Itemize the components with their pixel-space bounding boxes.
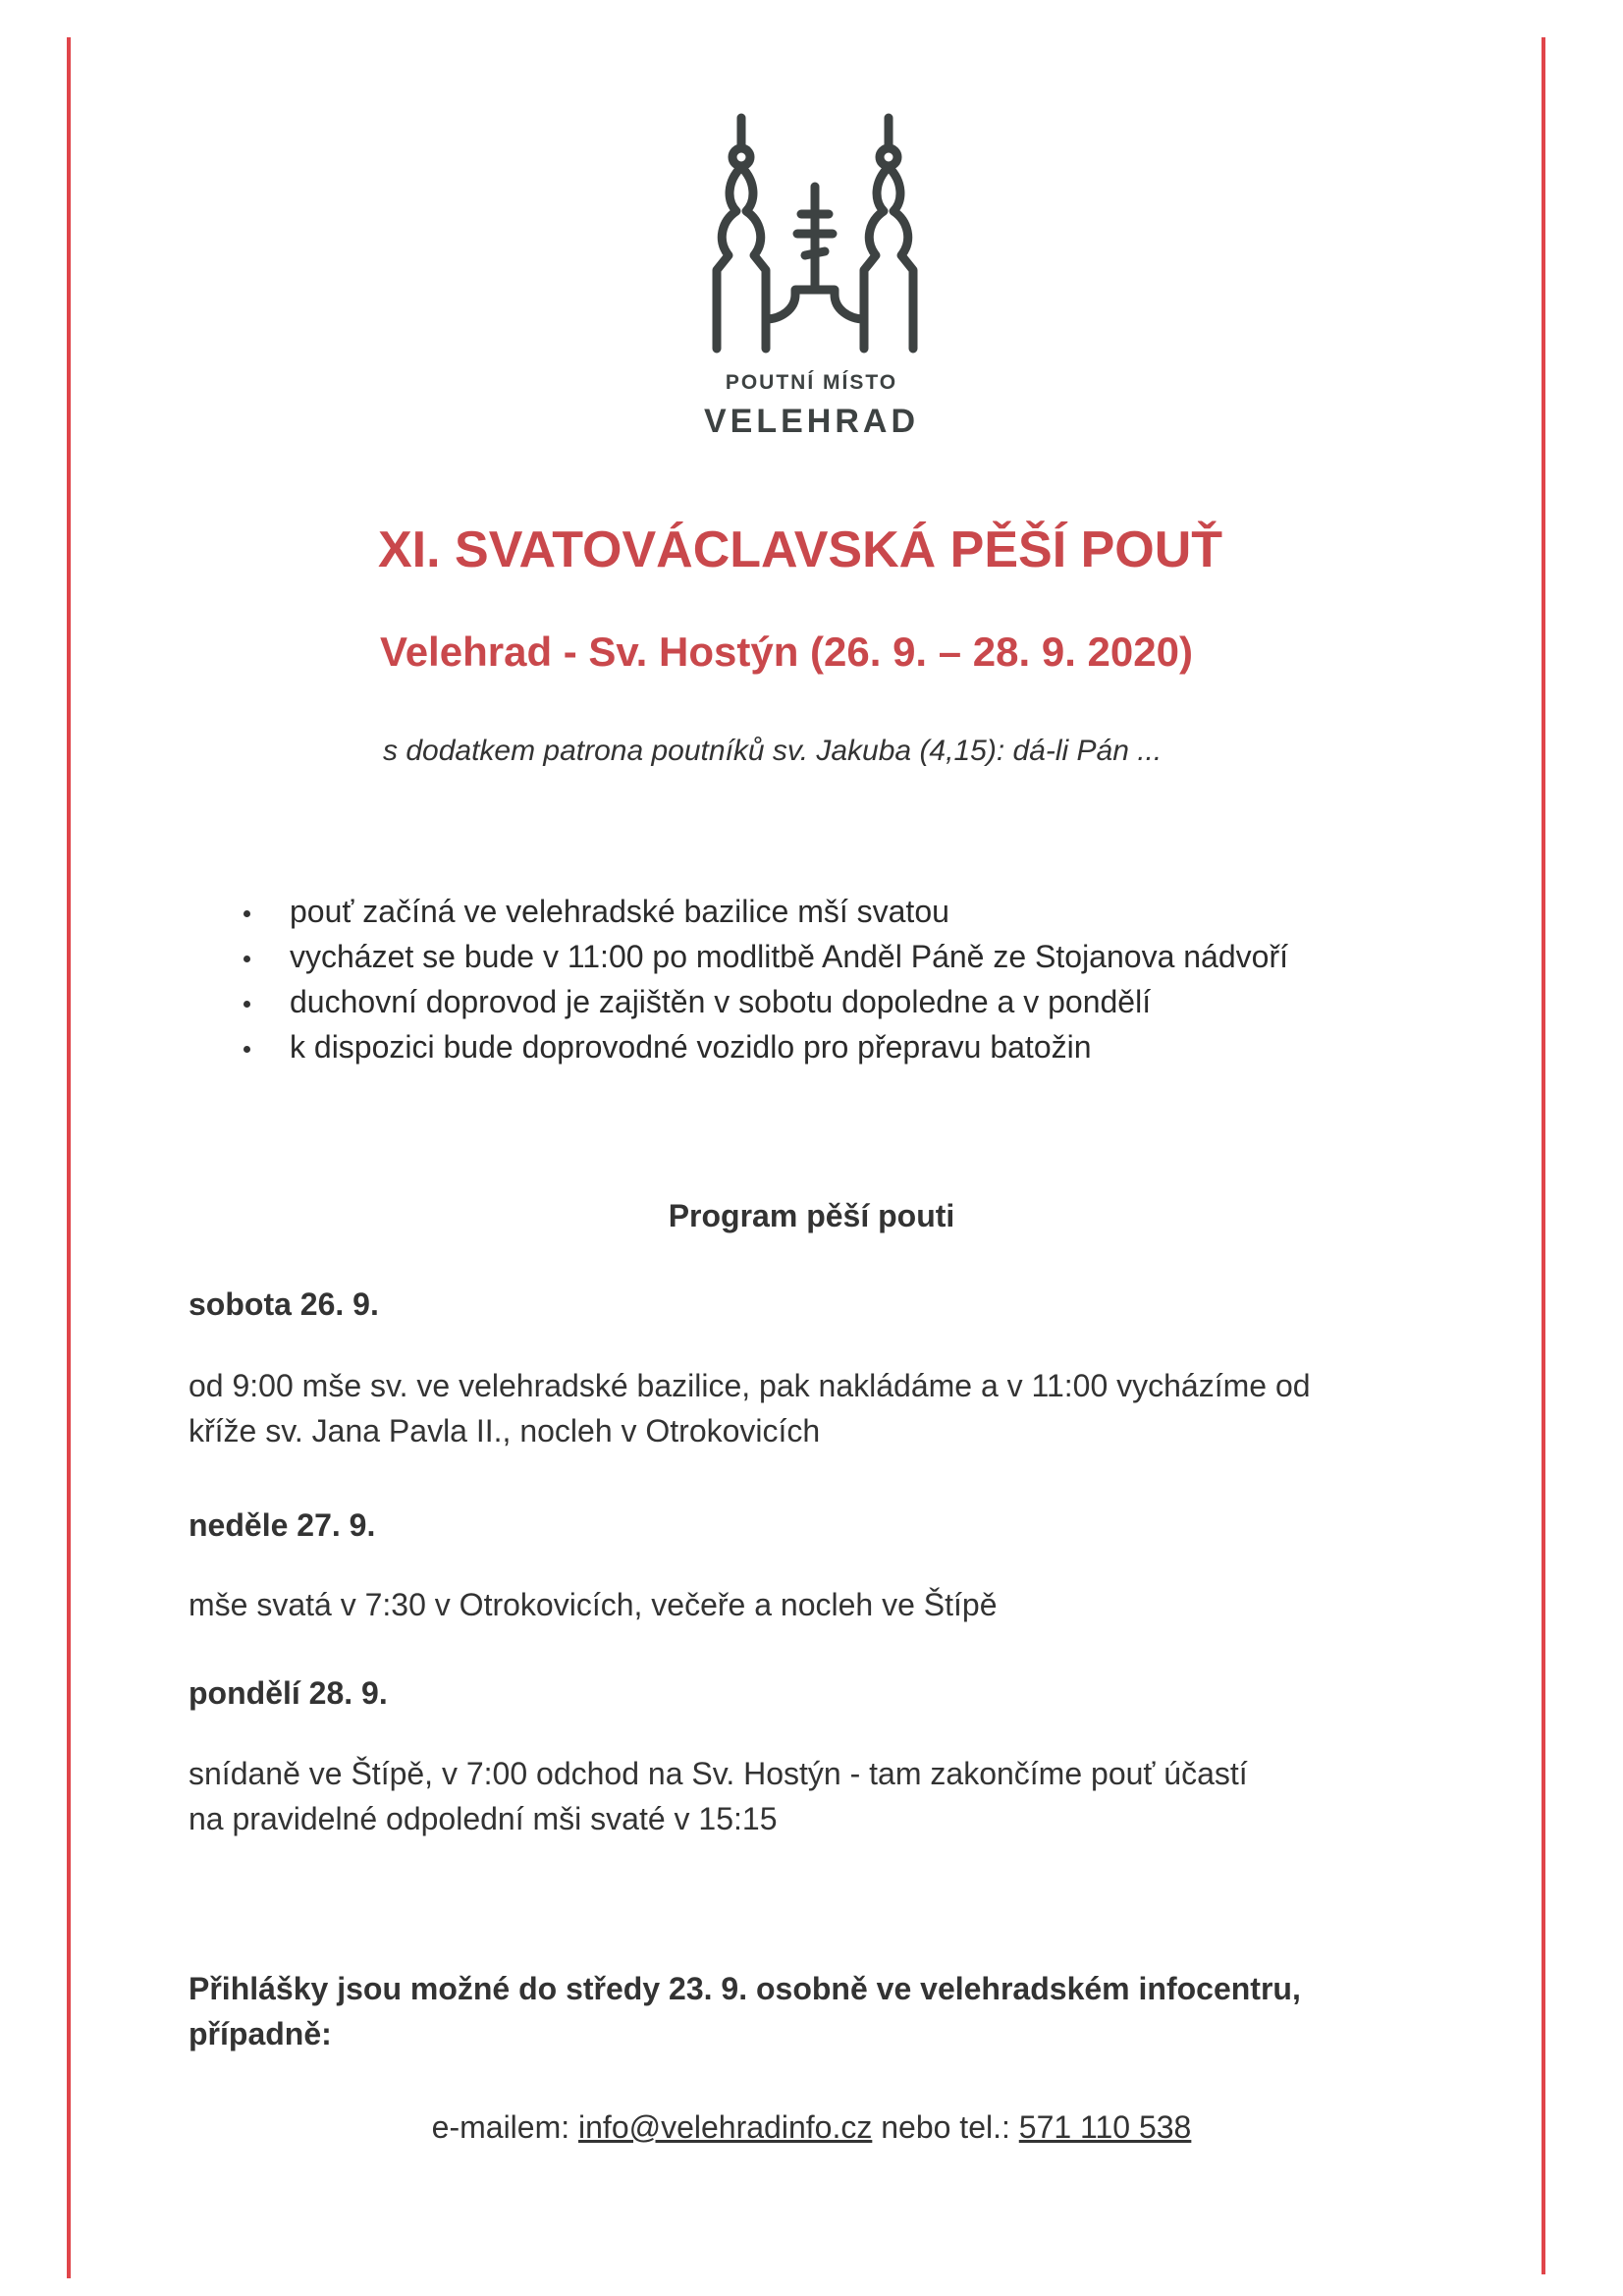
- day-text-line: od 9:00 mše sv. ve velehradské bazilice, pak nakládáme a v 11:00 vycházíme od: [189, 1368, 1311, 1403]
- list-item: pouť začíná ve velehradské bazilice mší svatou: [236, 889, 1288, 934]
- list-item: k dispozici bude doprovodné vozidlo pro přepravu batožin: [236, 1024, 1288, 1069]
- day-heading-monday: pondělí 28. 9.: [189, 1675, 388, 1711]
- page-subtitle: Velehrad - Sv. Hostýn (26. 9. – 28. 9. 2020): [380, 629, 1193, 675]
- day-heading-sunday: neděle 27. 9.: [189, 1507, 376, 1543]
- day-text-line: mše svatá v 7:30 v Otrokovicích, večeře a nocleh ve Štípě: [189, 1587, 998, 1622]
- brand-name: VELEHRAD: [703, 403, 920, 440]
- phone-prefix: nebo tel.:: [872, 2109, 1019, 2145]
- day-text-saturday: [189, 1363, 1311, 1453]
- info-list: [236, 889, 1288, 1069]
- tagline: s dodatkem patrona poutníků sv. Jakuba (4,15): dá-li Pán ...: [383, 735, 1163, 767]
- phone-link[interactable]: 571 110 538: [1018, 2109, 1192, 2145]
- day-text-line: na pravidelné odpolední mši svaté v 15:15: [189, 1801, 778, 1836]
- day-text-sunday: [189, 1582, 998, 1627]
- email-prefix: e-mailem:: [431, 2109, 579, 2145]
- registration-line: případně:: [189, 2016, 332, 2051]
- basilica-towers-icon: [697, 108, 933, 363]
- registration-line: Přihlášky jsou možné do středy 23. 9. osobně ve velehradském infocentru,: [189, 1971, 1301, 2006]
- day-heading-saturday: sobota 26. 9.: [189, 1286, 379, 1322]
- page-title: XI. SVATOVÁCLAVSKÁ PĚŠÍ POUŤ: [378, 521, 1223, 578]
- day-text-monday: [189, 1751, 1248, 1841]
- list-item: vycházet se bude v 11:00 po modlitbě Anděl Páně ze Stojanova nádvoří: [236, 934, 1288, 979]
- email-link[interactable]: info@velehradinfo.cz: [578, 2109, 873, 2145]
- program-heading: Program pěší pouti: [668, 1198, 955, 1233]
- brand-subtitle: POUTNÍ MÍSTO: [725, 371, 898, 394]
- registration-note: [189, 1966, 1301, 2056]
- contact-line: [0, 2109, 1623, 2146]
- day-text-line: snídaně ve Štípě, v 7:00 odchod na Sv. Hostýn - tam zakončíme pouť účastí: [189, 1756, 1248, 1791]
- list-item: duchovní doprovod je zajištěn v sobotu dopoledne a v pondělí: [236, 979, 1288, 1024]
- day-text-line: kříže sv. Jana Pavla II., nocleh v Otrokovicích: [189, 1413, 821, 1449]
